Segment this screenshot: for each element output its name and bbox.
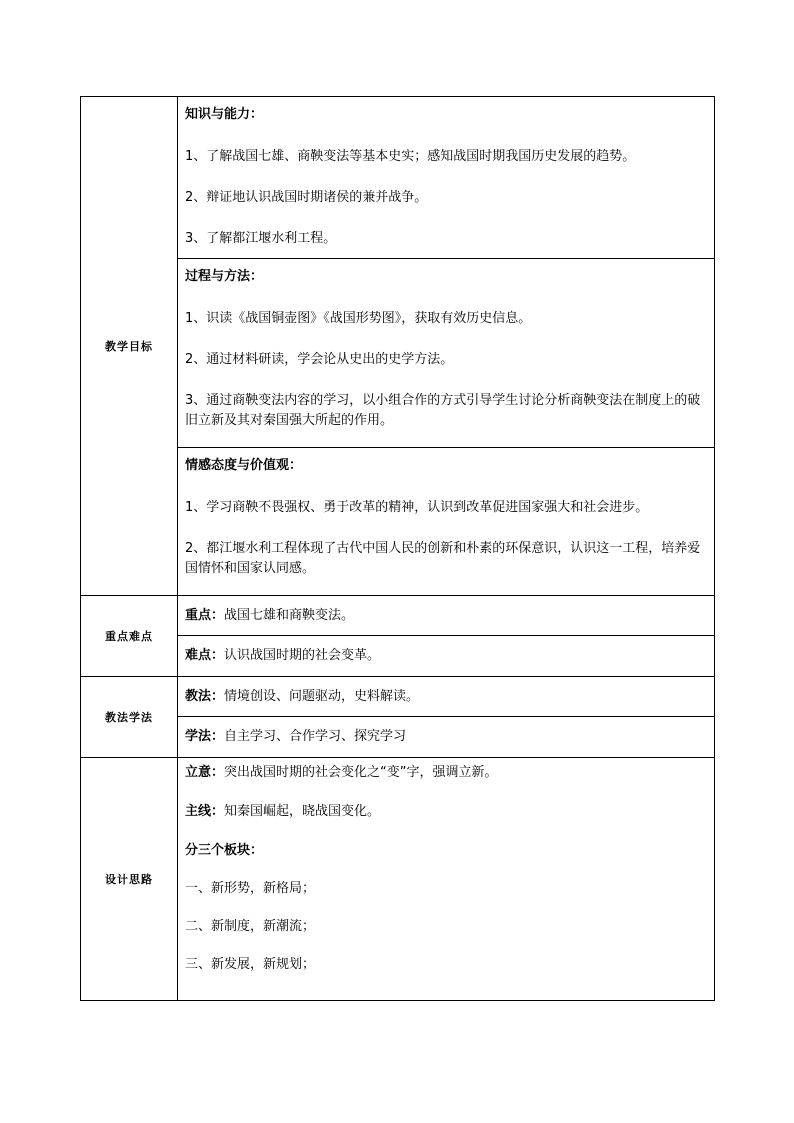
- teaching-method-label: 教法：: [185, 689, 225, 704]
- emotion-item-1: 1、学习商鞅不畏强权、勇于改革的精神，认识到改革促进国家强大和社会进步。: [185, 500, 649, 515]
- focus-row: [81, 596, 715, 636]
- section-item-1: 一、新形势，新格局；: [185, 881, 316, 896]
- section-item-2: 二、新制度，新潮流；: [185, 919, 316, 934]
- difficulty-label: 难点：: [185, 648, 225, 663]
- process-cell: [178, 259, 715, 448]
- process-item-3: 3、通过商鞅变法内容的学习，以小组合作的方式引导学生讨论分析商鞅变法在制度上的破旧立新及其对秦国强大所起的作用。: [185, 393, 701, 428]
- design-row: [81, 758, 715, 1001]
- mainline-text: 知秦国崛起，晓战国变化。: [224, 804, 381, 819]
- emotion-item-2: 2、都江堰水利工程体现了古代中国人民的创新和朴素的环保意识，认识这一工程，培养爱国情怀和国家认同感。: [185, 541, 701, 576]
- intent-text: 突出战国时期的社会变化之“变”字，强调立新。: [224, 765, 498, 780]
- teaching-method-text: 情境创设、问题驱动，史料解读。: [224, 689, 420, 704]
- design-label: 设计思路: [81, 758, 178, 1001]
- process-heading: 过程与方法：: [185, 269, 264, 284]
- difficulty-text: 认识战国时期的社会变革。: [224, 648, 381, 663]
- knowledge-heading: 知识与能力：: [185, 107, 264, 122]
- knowledge-item-1: 1、了解战国七雄、商鞅变法等基本史实；感知战国时期我国历史发展的趋势。: [185, 149, 636, 164]
- focus-cell: [178, 596, 715, 636]
- mainline-label: 主线：: [185, 804, 225, 819]
- focus-text: 战国七雄和商鞅变法。: [224, 608, 355, 623]
- process-item-1: 1、识读《战国铜壶图》《战国形势图》，获取有效历史信息。: [185, 311, 532, 326]
- emotion-cell: [178, 448, 715, 596]
- objectives-knowledge-row: [81, 97, 715, 259]
- teaching-method-row: [81, 677, 715, 717]
- focus-label: 重点：: [185, 608, 225, 623]
- learning-method-cell: [178, 717, 715, 758]
- process-item-2: 2、通过材料研读，学会论从史出的史学方法。: [185, 352, 454, 367]
- knowledge-cell: [178, 97, 715, 259]
- methods-label: 教法学法: [81, 677, 178, 758]
- design-cell: [178, 758, 715, 1001]
- intent-label: 立意：: [185, 765, 225, 780]
- section-item-3: 三、新发展，新规划；: [185, 957, 316, 972]
- learning-method-label: 学法：: [185, 729, 225, 744]
- sections-heading: 分三个板块：: [185, 843, 264, 858]
- teaching-method-cell: [178, 677, 715, 717]
- key-points-label: 重点难点: [81, 596, 178, 677]
- learning-method-text: 自主学习、合作学习、探究学习: [224, 729, 407, 744]
- emotion-heading: 情感态度与价值观：: [185, 458, 303, 473]
- lesson-plan-table: [80, 96, 715, 1001]
- knowledge-item-3: 3、了解都江堰水利工程。: [185, 231, 337, 246]
- objectives-label: 教学目标: [81, 97, 178, 596]
- knowledge-item-2: 2、辩证地认识战国时期诸侯的兼并战争。: [185, 190, 428, 205]
- difficulty-cell: [178, 636, 715, 677]
